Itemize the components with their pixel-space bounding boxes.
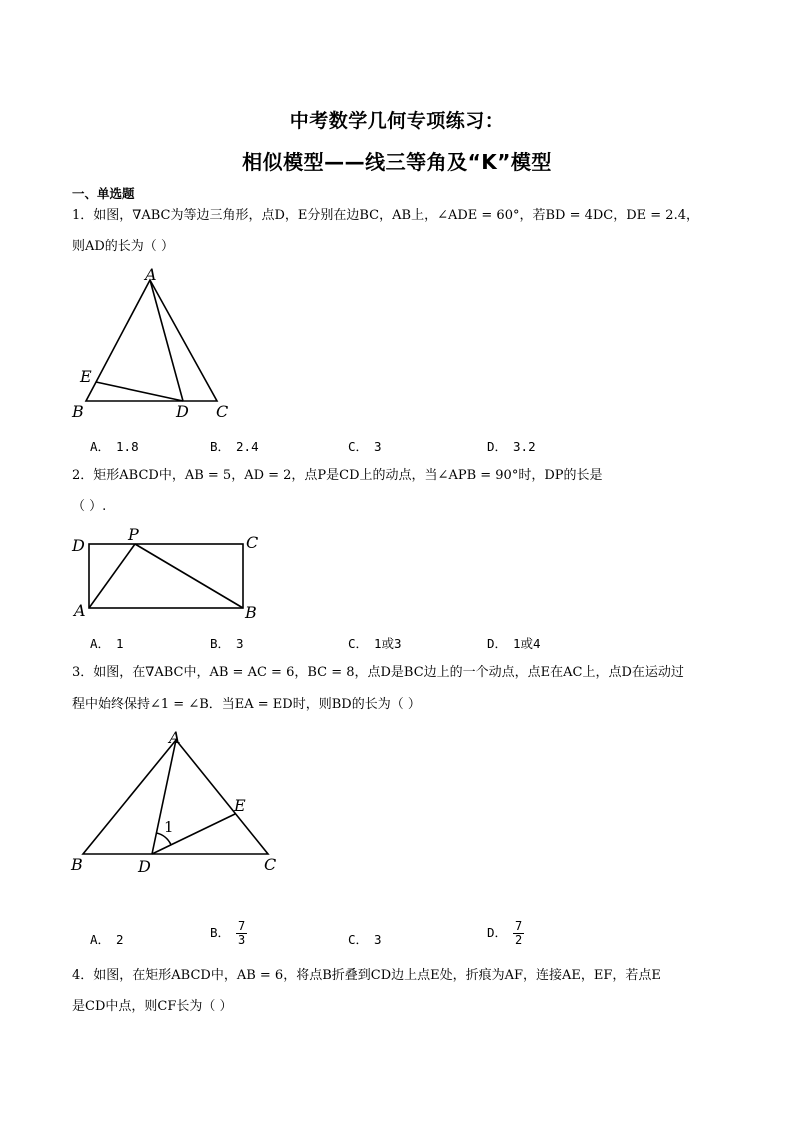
label-c: C xyxy=(264,855,277,874)
option-label: B． xyxy=(210,925,231,940)
segment-ed xyxy=(96,382,183,401)
question-1-line-1: 1．如图，∇ABC为等边三角形，点D，E分别在边BC，AB上，∠ADE = 60°，若BD = 4DC，DE = 2.4， xyxy=(72,208,699,223)
option-label: B． xyxy=(210,439,231,454)
option-label: D． xyxy=(487,925,508,940)
question-3-figure xyxy=(68,724,288,874)
option-value: 1.8 xyxy=(116,439,139,454)
question-1-option-c[interactable] xyxy=(348,437,382,455)
question-3-option-a[interactable] xyxy=(90,930,124,948)
option-value: 1或3 xyxy=(374,636,402,651)
label-d: D xyxy=(138,857,151,876)
question-4-line-1: 4．如图，在矩形ABCD中，AB = 6，将点B折叠到CD边上点E处，折痕为AF，连接AE，EF，若点E xyxy=(72,968,661,983)
label-e: E xyxy=(234,796,246,815)
question-2-option-a[interactable] xyxy=(90,634,124,652)
option-value: 3 xyxy=(236,636,244,651)
label-d: D xyxy=(176,402,189,421)
label-c: C xyxy=(246,533,259,552)
question-3-line-1: 3．如图，在∇ABC中，AB = AC = 6，BC = 8，点D是BC边上的一个动点，点E在AC上，点D在运动过 xyxy=(72,665,684,680)
question-1-option-a[interactable] xyxy=(90,437,139,455)
question-3-option-c[interactable] xyxy=(348,930,382,948)
fraction-denominator: 3 xyxy=(238,933,246,947)
triangle-abc xyxy=(86,280,217,401)
fraction-denominator: 2 xyxy=(515,933,523,947)
label-e: E xyxy=(80,367,92,386)
label-d: D xyxy=(72,536,85,555)
label-b: B xyxy=(245,603,257,622)
question-1-option-d[interactable] xyxy=(487,437,536,455)
question-1-figure xyxy=(70,265,250,423)
option-value: 3.2 xyxy=(513,439,536,454)
page-subtitle: 相似模型——线三等角及“K”模型 xyxy=(242,150,552,174)
question-2-figure xyxy=(70,525,270,623)
label-c: C xyxy=(216,402,229,421)
option-label: C． xyxy=(348,932,369,947)
question-2-option-c[interactable] xyxy=(348,634,402,652)
question-3-option-b[interactable] xyxy=(210,920,247,947)
option-value: 2.4 xyxy=(236,439,259,454)
option-value: 1 xyxy=(116,636,124,651)
fraction-numerator: 7 xyxy=(238,919,246,933)
question-2-line-2: （ ）. xyxy=(72,499,107,514)
label-b: B xyxy=(72,402,84,421)
option-label: A． xyxy=(90,439,111,454)
option-value: 3 xyxy=(374,932,382,947)
option-value: 2 xyxy=(116,932,124,947)
question-3-line-2: 程中始终保持∠1 = ∠B．当EA = ED时，则BD的长为（ ） xyxy=(72,697,421,712)
option-value: 1或4 xyxy=(513,636,541,651)
segment-ap xyxy=(89,544,135,608)
segment-pb xyxy=(135,544,243,608)
fraction-numerator: 7 xyxy=(515,919,523,933)
page-title: 中考数学几何专项练习： xyxy=(289,110,505,132)
label-b: B xyxy=(71,855,83,874)
label-a: A xyxy=(169,728,181,747)
question-2-line-1: 2．矩形ABCD中，AB = 5，AD = 2，点P是CD上的动点，当∠APB = 90°时，DP的长是 xyxy=(72,468,603,483)
option-value: 3 xyxy=(374,439,382,454)
option-label: A． xyxy=(90,636,111,651)
question-1-line-2: 则AD的长为（ ） xyxy=(72,239,174,254)
fraction xyxy=(236,920,247,947)
segment-ad xyxy=(150,280,183,401)
question-3-option-d[interactable] xyxy=(487,920,524,947)
option-label: C． xyxy=(348,439,369,454)
fraction xyxy=(513,920,524,947)
question-4-line-2: 是CD中点，则CF长为（ ） xyxy=(72,999,233,1014)
option-label: A． xyxy=(90,932,111,947)
section-heading: 一、单选题 xyxy=(72,186,135,201)
option-label: C． xyxy=(348,636,369,651)
question-2-option-d[interactable] xyxy=(487,634,541,652)
option-label: D． xyxy=(487,439,508,454)
angle-label-1: 1 xyxy=(164,818,174,836)
label-a: A xyxy=(145,265,157,284)
label-a: A xyxy=(74,601,86,620)
question-1-option-b[interactable] xyxy=(210,437,259,455)
question-2-option-b[interactable] xyxy=(210,634,244,652)
label-p: P xyxy=(128,525,139,544)
option-label: B． xyxy=(210,636,231,651)
option-label: D． xyxy=(487,636,508,651)
